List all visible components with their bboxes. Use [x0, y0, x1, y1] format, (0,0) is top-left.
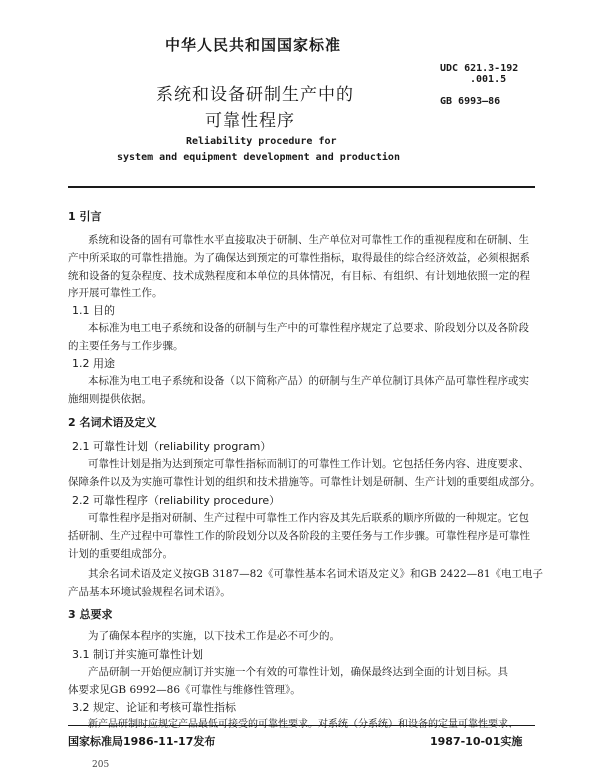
paragraph-line	[88, 715, 518, 730]
national-standard-heading: 中华人民共和国国家标准	[165, 36, 342, 54]
paragraph-line: 其余名词术语及定义按GB 3187—82《可靠性基本名词术语及定义》和GB 2422—81《电工电子	[88, 568, 544, 580]
paragraph-line: 系统和设备的固有可靠性水平直接取决于研制、生产单位对可靠性工作的重视程度和在研制、生	[88, 234, 529, 246]
section-2-2-heading: 2.2 可靠性程序（reliability procedure）	[72, 494, 281, 507]
header-divider	[68, 186, 535, 188]
paragraph-line: 计划的重要组成部分。	[68, 548, 173, 560]
paragraph-line: 保障条件以及为实施可靠性计划的组织和技术措施等。可靠性计划是研制、生产计划的重要组成部分。	[68, 476, 541, 488]
paragraph-line: 体要求见GB 6992—86《可靠性与维修性管理》。	[68, 684, 301, 696]
section-3-1-heading: 3.1 制订并实施可靠性计划	[72, 648, 203, 661]
section-3-heading: 3 总要求	[68, 608, 113, 621]
udc-code-line2: .001.5	[470, 74, 507, 85]
paragraph-line: 可靠性程序是指对研制、生产过程中可靠性工作内容及其先后联系的顺序所做的一种规定。它包	[88, 512, 529, 524]
paragraph-line: 本标准为电工电子系统和设备（以下简称产品）的研制与生产单位制订具体产品可靠性程序或实	[88, 375, 529, 387]
paragraph-line: 括研制、生产过程中可靠性工作的阶段划分以及各阶段的主要任务与工作步骤。可靠性程序是可靠性	[68, 530, 530, 542]
paragraph-line: 的主要任务与工作步骤。	[68, 340, 184, 352]
paragraph-line: 产中所采取的可靠性措施。为了确保达到预定的可靠性指标，取得最佳的综合经济效益，必须根据系	[68, 252, 530, 264]
gb-number: GB 6993—86	[440, 96, 501, 107]
section-3-2-heading: 3.2 规定、论证和考核可靠性指标	[72, 701, 236, 714]
publish-date: 国家标准局1986-11-17发布	[68, 735, 216, 748]
english-title-line1: Reliability procedure for	[186, 136, 337, 147]
paragraph-line: 本标准为电工电子系统和设备的研制与生产中的可靠性程序规定了总要求、阶段划分以及各阶段	[88, 322, 529, 334]
document-title-line2: 可靠性程序	[205, 111, 295, 131]
paragraph-line: 产品基本环境试验规程名词术语》。	[68, 586, 231, 598]
document-title-line1: 系统和设备研制生产中的	[156, 85, 354, 105]
section-2-1-heading: 2.1 可靠性计划（reliability program）	[72, 440, 272, 453]
english-title-line2: system and equipment development and production	[117, 152, 400, 163]
section-1-1-heading: 1.1 目的	[72, 304, 115, 317]
page-number: 205	[92, 760, 110, 770]
paragraph-line: 统和设备的复杂程度、技术成熟程度和本单位的具体情况，有目标、有组织、有计划地依照一定的程	[68, 270, 530, 282]
udc-code-line1: UDC 621.3-192	[440, 63, 519, 74]
paragraph-line: 为了确保本程序的实施，以下技术工作是必不可少的。	[88, 630, 340, 642]
section-2-heading: 2 名词术语及定义	[68, 416, 157, 429]
footer-divider	[68, 725, 535, 726]
section-1-heading: 1 引言	[68, 210, 102, 223]
effective-date: 1987-10-01实施	[430, 735, 523, 748]
paragraph-line: 施细则提供依据。	[68, 393, 152, 405]
paragraph-line: 产品研制一开始便应制订并实施一个有效的可靠性计划，确保最终达到全面的计划目标。具	[88, 666, 508, 678]
section-1-2-heading: 1.2 用途	[72, 357, 115, 370]
paragraph-line: 序开展可靠性工作。	[68, 287, 163, 299]
paragraph-line: 可靠性计划是指为达到预定可靠性指标而制订的可靠性工作计划。它包括任务内容、进度要求、	[88, 458, 529, 470]
